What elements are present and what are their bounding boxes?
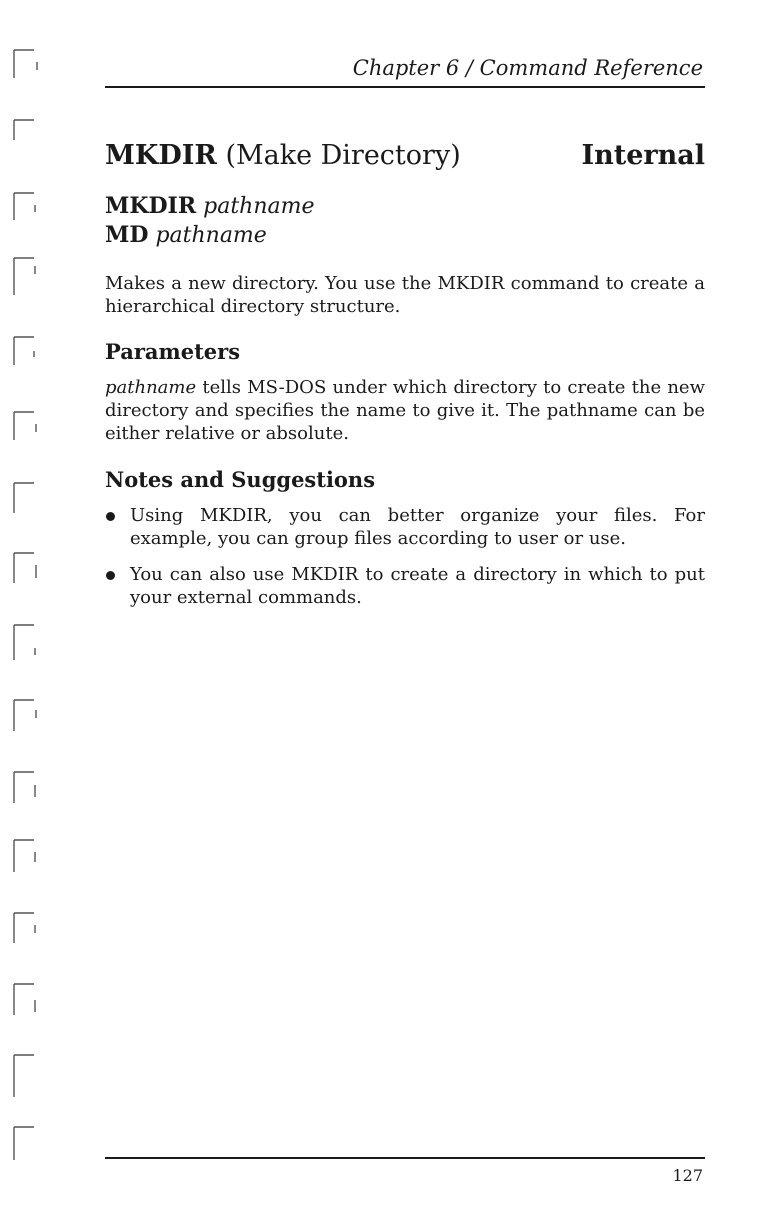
syntax-keyword: MD (105, 222, 149, 248)
parameters-heading: Parameters (105, 339, 241, 364)
syntax-argument: pathname (203, 194, 315, 219)
list-item (105, 504, 705, 550)
notes-list (105, 504, 705, 622)
syntax-line (105, 221, 315, 250)
parameters-text-block (105, 376, 705, 445)
syntax-keyword: MKDIR (105, 193, 197, 219)
page-number: 127 (672, 1166, 703, 1185)
binder-margin-marks (0, 0, 60, 1218)
parameters-paragraph (105, 376, 705, 445)
intro-text: Makes a new directory. You use the MKDIR command to create a hierarchical directory structure. (105, 273, 705, 317)
command-title (105, 140, 705, 180)
footer-rule (105, 1157, 705, 1159)
intro-paragraph (105, 272, 705, 318)
command-name: MKDIR (105, 140, 217, 171)
parameter-term: pathname (105, 377, 197, 398)
list-item-text: Using MKDIR, you can better organize your files. For example, you can group files according to user or use. (130, 505, 705, 549)
syntax-line (105, 192, 315, 221)
parameter-description: tells MS-DOS under which directory to create the new directory and specifies the name to give it. The pathname can be either relative or absolute. (105, 377, 705, 444)
notes-heading: Notes and Suggestions (105, 467, 376, 492)
command-type: Internal (581, 140, 705, 171)
bullet-icon (106, 571, 115, 580)
syntax-argument: pathname (155, 223, 267, 248)
binder-marks-graphic (0, 0, 60, 1218)
list-item (105, 563, 705, 609)
command-title-left (105, 140, 461, 171)
header-rule (105, 86, 705, 88)
command-description: (Make Directory) (225, 140, 461, 171)
command-syntax (105, 192, 315, 250)
running-head: Chapter 6 / Command Reference (352, 56, 703, 80)
list-item-text: You can also use MKDIR to create a directory in which to put your external commands. (130, 564, 705, 608)
bullet-icon (106, 512, 115, 521)
